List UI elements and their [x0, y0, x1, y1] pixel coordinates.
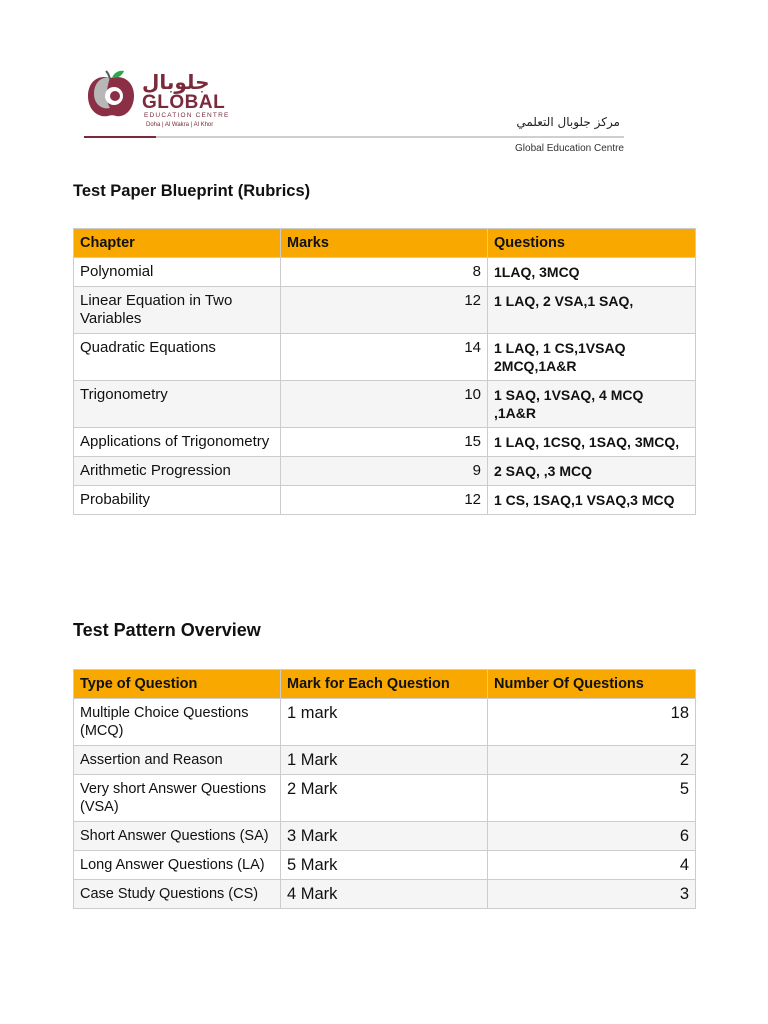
chapter-cell: Linear Equation in Two Variables: [74, 287, 281, 334]
logo-arabic-text: جلوبال: [142, 70, 210, 94]
chapter-cell: Trigonometry: [74, 381, 281, 428]
pattern-table: [73, 669, 696, 909]
question-type-cell: Case Study Questions (CS): [74, 880, 281, 909]
table-row: [74, 457, 696, 486]
logo-subtitle: EDUCATION CENTRE: [144, 112, 230, 119]
count-cell: 2: [488, 746, 696, 775]
questions-cell: 1 LAQ, 2 VSA,1 SAQ,: [488, 287, 696, 334]
marks-cell: 8: [281, 258, 488, 287]
table-row: [74, 428, 696, 457]
pattern-title: Test Pattern Overview: [73, 620, 261, 640]
questions-cell: 1 SAQ, 1VSAQ, 4 MCQ ,1A&R: [488, 381, 696, 428]
column-header-marks: Marks: [281, 229, 488, 258]
mark-cell: 3 Mark: [281, 822, 488, 851]
table-row: [74, 822, 696, 851]
mark-cell: 1 mark: [281, 699, 488, 746]
apple-logo-icon: [84, 68, 136, 120]
column-header-type: Type of Question: [74, 670, 281, 699]
global-logo: [84, 68, 244, 134]
marks-cell: 9: [281, 457, 488, 486]
table-row: [74, 381, 696, 428]
mark-cell: 5 Mark: [281, 851, 488, 880]
questions-cell: 1 LAQ, 1 CS,1VSAQ 2MCQ,1A&R: [488, 334, 696, 381]
table-row: [74, 851, 696, 880]
chapter-cell: Arithmetic Progression: [74, 457, 281, 486]
questions-cell: 1LAQ, 3MCQ: [488, 258, 696, 287]
header-arabic-title: مركز جلوبال التعلمي: [516, 115, 620, 129]
table-header-row: [74, 670, 696, 699]
marks-cell: 14: [281, 334, 488, 381]
questions-cell: 2 SAQ, ,3 MCQ: [488, 457, 696, 486]
table-row: [74, 699, 696, 746]
mark-cell: 1 Mark: [281, 746, 488, 775]
marks-cell: 15: [281, 428, 488, 457]
chapter-cell: Applications of Trigonometry: [74, 428, 281, 457]
table-row: [74, 880, 696, 909]
mark-cell: 4 Mark: [281, 880, 488, 909]
table-header-row: [74, 229, 696, 258]
table-row: [74, 486, 696, 515]
questions-cell: 1 LAQ, 1CSQ, 1SAQ, 3MCQ,: [488, 428, 696, 457]
question-type-cell: Very short Answer Questions (VSA): [74, 775, 281, 822]
chapter-cell: Polynomial: [74, 258, 281, 287]
count-cell: 6: [488, 822, 696, 851]
count-cell: 18: [488, 699, 696, 746]
questions-cell: 1 CS, 1SAQ,1 VSAQ,3 MCQ: [488, 486, 696, 515]
page-header: [0, 0, 768, 170]
logo-locations: Doha | Al Wakra | Al Khor: [146, 122, 214, 128]
chapter-cell: Probability: [74, 486, 281, 515]
table-row: [74, 287, 696, 334]
table-row: [74, 775, 696, 822]
table-row: [74, 258, 696, 287]
chapter-cell: Quadratic Equations: [74, 334, 281, 381]
question-type-cell: Long Answer Questions (LA): [74, 851, 281, 880]
column-header-count: Number Of Questions: [488, 670, 696, 699]
column-header-questions: Questions: [488, 229, 696, 258]
table-row: [74, 334, 696, 381]
marks-cell: 10: [281, 381, 488, 428]
question-type-cell: Short Answer Questions (SA): [74, 822, 281, 851]
question-type-cell: Multiple Choice Questions (MCQ): [74, 699, 281, 746]
marks-cell: 12: [281, 486, 488, 515]
marks-cell: 12: [281, 287, 488, 334]
header-divider: [84, 136, 624, 138]
logo-wordmark: GLOBAL: [142, 92, 226, 113]
column-header-chapter: Chapter: [74, 229, 281, 258]
count-cell: 5: [488, 775, 696, 822]
blueprint-title: Test Paper Blueprint (Rubrics): [73, 182, 311, 200]
mark-cell: 2 Mark: [281, 775, 488, 822]
column-header-mark: Mark for Each Question: [281, 670, 488, 699]
table-row: [74, 746, 696, 775]
count-cell: 4: [488, 851, 696, 880]
count-cell: 3: [488, 880, 696, 909]
question-type-cell: Assertion and Reason: [74, 746, 281, 775]
header-divider-accent: [84, 136, 156, 138]
blueprint-table: [73, 228, 696, 515]
header-english-title: Global Education Centre: [515, 143, 624, 154]
